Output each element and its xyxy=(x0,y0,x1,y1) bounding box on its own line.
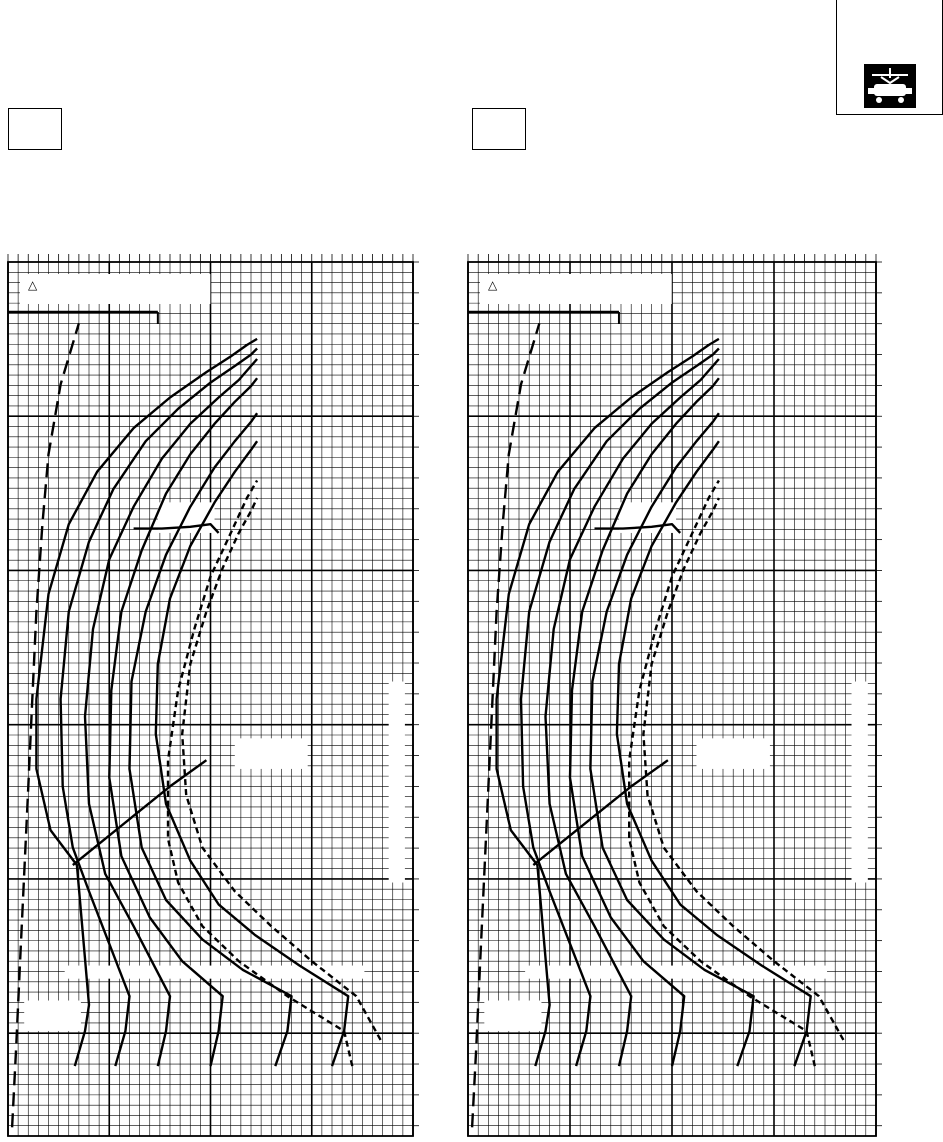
label-mask xyxy=(389,682,405,883)
label-mask xyxy=(696,738,769,769)
legend-note-marker: △ xyxy=(28,278,38,292)
chart-panel-1 xyxy=(8,254,419,1136)
label-mask xyxy=(24,1001,81,1032)
chart-panel-2 xyxy=(468,254,882,1136)
legend-box xyxy=(480,274,672,304)
label-mask xyxy=(484,1001,541,1032)
legend-note-marker: △ xyxy=(488,278,498,292)
label-mask xyxy=(235,738,308,769)
label-mask xyxy=(852,682,868,883)
legend-box xyxy=(20,274,210,304)
